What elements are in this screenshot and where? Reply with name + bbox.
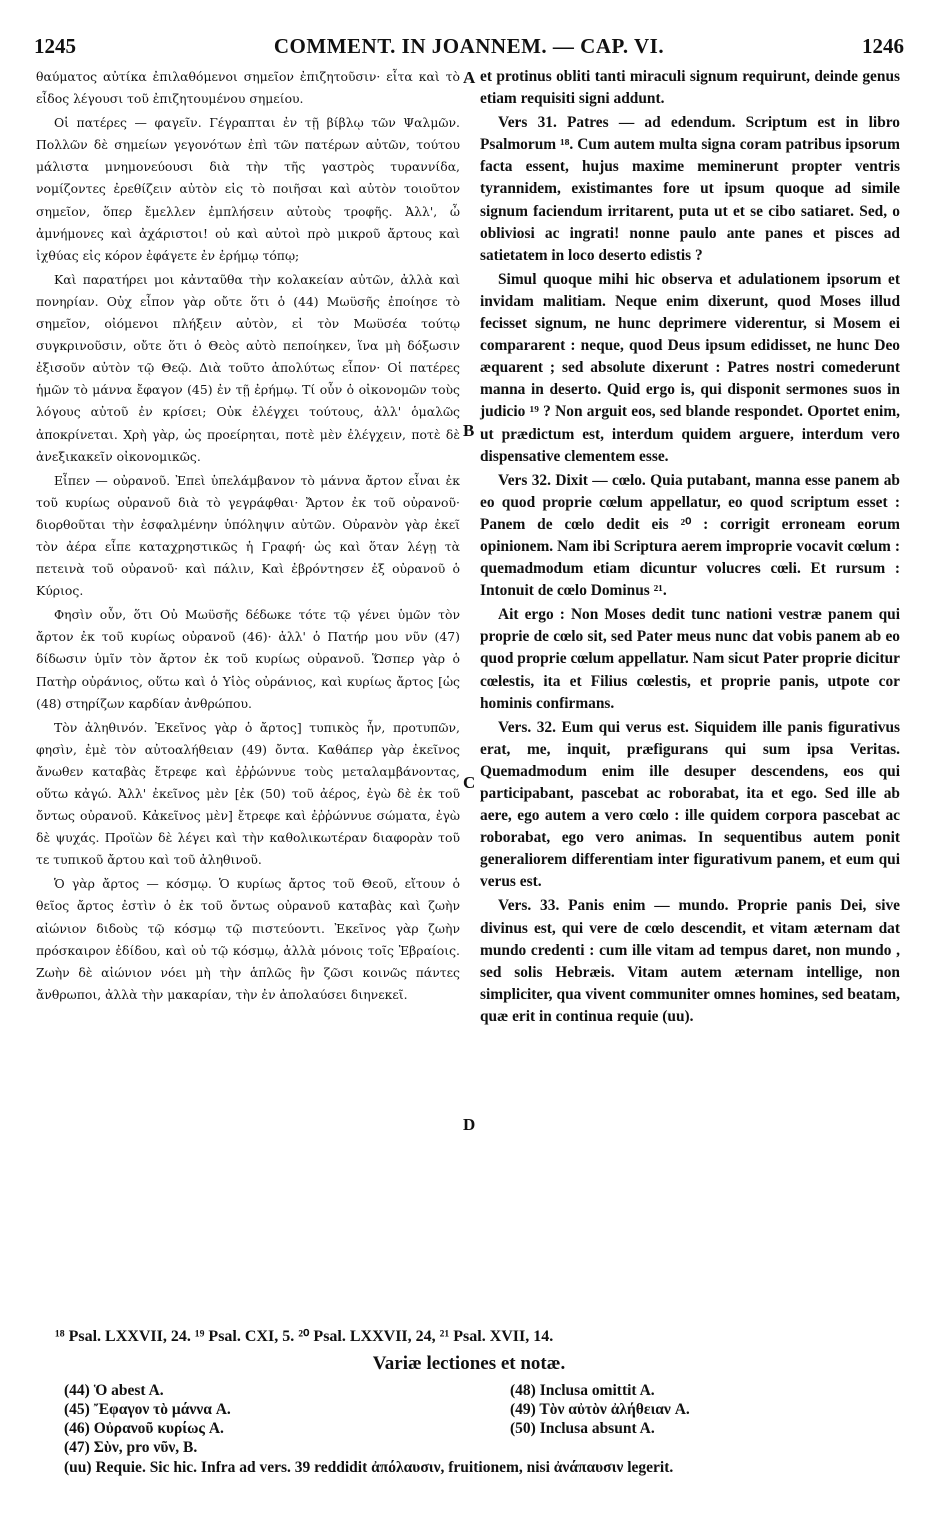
latin-paragraph: Vers 31. Patres — ad edendum. Scriptum est in libro Psalmorum ¹⁸. Cum autem multa signa coram patribus ipsorum facta essent, hujus maxime meminerunt propter ventris tyrannidem, existimantes fore ut ipsum quoque ad simile signum faciendum irritarent, puta ut et se cibo satiaret. Sed, o obliviosi ac ingrati! nonne paulo ante panes et pisces ad satietatem in loco deserto edistis ? [480,114,900,264]
latin-paragraph: Vers. 33. Panis enim — mundo. Proprie panis Dei, sive divinus est, qui vere de cœlo descendit, et vitam æternam dat mundo credenti : cum ille vitam ad tempus daret, non mundo , sed solis Hebræis. Vitam autem æternam intellige, non simpliciter, qua vivent communiter omnes homines, sed beatam, quæ erit in continua requie (uu). [480,897,900,1025]
variant-list-right [510,1381,690,1438]
margin-letter-b: B [463,421,475,440]
latin-paragraph: et protinus obliti tanti miraculi signum requirunt, deinde genus etiam requisiti signi addunt. [480,68,900,108]
variant-note: (45) Ἔφαγον τὸ μάννα A. [64,1401,231,1418]
variant-list-left [64,1381,231,1457]
page-number-right: 1246 [862,34,904,58]
running-title: COMMENT. IN JOANNEM. — CAP. VI. [273,34,665,58]
latin-paragraph: Simul quoque mihi hic observa et adulationem ipsorum et invidam malitiam. Neque enim dixerunt, quod Moses illud fecisset signum, ne hunc deprimere viderentur, si Mosem ei compararent : neque, quod Deus ipsum edidisset, ne hunc Deo æquarent ; sed absolute dixerunt : Patres nostri comederunt manna in deserto. Quid ergo is, qui disponit sermones suos in judicio ¹⁹ ? Non arguit eos, sed blande respondet. Oportet enim, ut prædictum est, interdum quidem arguere, interdum vero dispensative clementem esse. [480,270,900,465]
variant-note: (50) Inclusa absunt A. [510,1420,655,1437]
greek-paragraph: Ὁ γὰρ ἄρτος — κόσμῳ. Ὁ κυρίως ἄρτος τοῦ Θεοῦ, εἴτουν ὁ θεῖος ἄρτος ἐστὶν ὁ ἐκ τοῦ ὄντως οὐρανοῦ καταβὰς καὶ ζωὴν αἰώνιον διδοὺς τῷ κόσμῳ τῷ πιστεύοντι. Ἐκεῖνος γὰρ ζωὴν πρόσκαιρον ἐδίδου, καὶ οὐ τῷ κόσμῳ, ἀλλὰ μόνοις τοῖς Ἑβραίοις. Ζωὴν δὲ αἰώνιον νόει μὴ τὴν ἁπλῶς ἣν ζῶσι κοινῶς πάντες ἄνθρωποι, ἀλλὰ τὴν μακαρίαν, τὴν ἐν ἀπολαύσει διηνεκεῖ. [36,876,460,1002]
latin-paragraph: Ait ergo : Non Moses dedit tunc nationi vestræ panem qui proprie de cœlo sit, sed Pater meus nunc dat vobis panem ab eo quod proprie cœlum appellatur. Nam sicut Pater proprie dicitur cœlestis, ita et Filius cœlestis, et proprie panis, utpote cor hominis confirmans. [480,606,900,712]
page-number-left: 1245 [34,34,76,58]
editorial-note-uu: (uu) Requie. Sic hic. Infra ad vers. 39 reddidit ἀπόλαυσιν, fruitionem, nisi ἀνάπαυσιν legerit. [64,1459,674,1476]
greek-paragraph: Καὶ παρατήρει μοι κἀνταῦθα τὴν κολακείαν αὐτῶν, ἀλλὰ καὶ πονηρίαν. Οὐχ εἶπον γὰρ οὔτε ὅτι ὁ (44) Μωϋσῆς ἐποίησε τὸ σημεῖον, οἰόμενοι πλήξειν αὐτὸν, εἰ τὸν Μωϋσέα τούτῳ συγκρινοῦσιν, οὔτε ὅτι ὁ Θεὸς αὐτὸ πεποίηκεν, ἵνα μὴ δόξωσιν ἐξισοῦν αὐτὸν τῷ Θεῷ. Διὰ τοῦτο ἀπολύτως εἶπον· Οἱ πατέρες ἡμῶν τὸ μάννα ἔφαγον (45) ἐν τῇ ἐρήμῳ. Τί οὖν ὁ οἰκονομῶν τοὺς λόγους αὐτοῦ ἐν κρίσει; Οὐκ ἐλέγχει τούτους, ἀλλ' ὁμαλῶς ἀποκρίνεται. Χρὴ γὰρ, ὡς προείρηται, ποτὲ μὲν ἐλέγχειν, ποτὲ δὲ ἀνεξικακεῖν οἰκονομικῶς. [36,271,460,464]
margin-letter-a: A [463,68,476,87]
margin-letter-d: D [463,1115,476,1134]
greek-paragraph: Οἱ πατέρες — φαγεῖν. Γέγραπται ἐν τῇ βίβλῳ τῶν Ψαλμῶν. Πολλῶν δὲ σημείων γεγονότων ἐπὶ τῶν πατέρων αὐτῶν, τούτου μάλιστα μνημονεύουσι διὰ τὴν τῆς γαστρὸς τυραννίδα, νομίζοντες ἐρεθίζειν αὐτὸν εἰς τὸ ποιῆσαι καὶ αὐτὸν τοιοῦτον σημεῖον, ὅπερ ἔμελλεν ἐμπλήσειν αὐτοὺς τροφῆς. Ἀλλ', ὦ ἀμνήμονες καὶ ἀχάριστοι! οὐ καὶ αὐτοὶ πρὸ μικροῦ ἄρτους καὶ ἰχθύας εἰς κόρον ἐφάγετε ἐν ἐρήμῳ τόπῳ; [36,115,460,263]
page-header [34,34,904,64]
margin-letter-c: C [463,773,476,792]
variae-lectiones-title: Variæ lectiones et notæ. [372,1353,566,1374]
latin-paragraph: Vers 32. Dixit — cœlo. Quia putabant, manna esse panem ab eo quod proprie cœlum appellatur, eo quod scriptum esset : Panem de cœlo dedit eis ²⁰ : corrigit erroneam eorum opinionem. Nam ibi Scriptura aerem improprie vocavit cœlum : quemadmodum etiam dicuntur volucres cœli. Et rursum : Intonuit de cœlo Dominus ²¹. [480,471,900,600]
scripture-footnotes: ¹⁸ Psal. LXXVII, 24. ¹⁹ Psal. CXI, 5. ²⁰ Psal. LXXVII, 24, ²¹ Psal. XVII, 14. [55,1328,554,1345]
greek-column [36,66,460,1006]
greek-paragraph: Εἶπεν — οὐρανοῦ. Ἐπεὶ ὑπελάμβανον τὸ μάννα ἄρτον εἶναι ἐκ τοῦ κυρίως οὐρανοῦ διὰ τὸ γεγράφθαι· Ἄρτον ἐκ τοῦ οὐρανοῦ· διορθοῦται τὴν ἐσφαλμένην ὑπόληψιν αὐτῶν. Οὐρανὸν γὰρ ἐκεῖ τὸν ἀέρα εἶπε καταχρηστικῶς ἡ Γραφή· ὡς καὶ ὅταν λέγῃ τὰ πετεινὰ τοῦ οὐρανοῦ· καὶ πάλιν, Καὶ ἐβρόντησεν ἐξ οὐρανοῦ ὁ Κύριος. [36,472,460,599]
latin-column [480,66,900,1028]
variant-note: (44) Ὁ abest A. [64,1382,164,1399]
greek-paragraph: Τὸν ἀληθινόν. Ἐκεῖνος γὰρ ὁ ἄρτος] τυπικὸς ἦν, προτυπῶν, φησὶν, ἐμὲ τὸν αὐτοαλήθειαν (49) ὄντα. Καθάπερ γὰρ ἐκεῖνος ἄνωθεν καταβὰς ἔτρεφε καὶ ἐῤῥώννυε τοὺς μεταλαμβάνοντας, οὕτω κἀγώ. Ἀλλ' ἐκεῖνος μὲν [ἐκ (50) τοῦ ἀέρος, ἐγὼ δὲ ἐκ τοῦ ὄντως οὐρανοῦ. Κἀκεῖνος μὲν] ἔτρεφε καὶ ἐῤῥώννυε σώματα, ἐγὼ δὲ ψυχάς. Προϊὼν δὲ λέγει καὶ τὴν καθολικωτέραν διαφορὰν τοῦ τε τυπικοῦ ἄρτου καὶ τοῦ ἀληθινοῦ. [36,719,460,868]
latin-paragraph: Vers. 32. Eum qui verus est. Siquidem ille panis figurativus erat, me, inquit, præfigurans qui sum ipsa Veritas. Quemadmodum enim ille desuper descendens, eos qui participabant, pascebat ac roborabat, ita et ego. Sed ille ab aere, ego autem a vero cœlo : ille quidem corpora pascebat ac roborabat, ego vero animas. In sequentibus autem ponit generaliorem differentiam inter figurativum panem, et eum qui verus est. [480,718,900,891]
variant-note: (46) Οὐρανοῦ κυρίως A. [64,1420,224,1437]
variant-note: (48) Inclusa omittit A. [510,1382,655,1399]
greek-paragraph: θαύματος αὐτίκα ἐπιλαθόμενοι σημεῖον ἐπιζητοῦσιν· εἶτα καὶ τὸ εἶδος λέγουσι τοῦ ἐπιζητουμένου σημείου. [36,69,460,107]
variant-note: (47) Σὺν, pro νῦν, B. [64,1439,198,1456]
variant-note: (49) Τὸν αὐτὸν ἀλήθειαν A. [510,1401,690,1418]
greek-paragraph: Φησὶν οὖν, ὅτι Οὐ Μωϋσῆς δέδωκε τότε τῷ γένει ὑμῶν τὸν ἄρτον ἐκ τοῦ κυρίως οὐρανοῦ (46)· ἀλλ' ὁ Πατήρ μου νῦν (47) δίδωσιν ὑμῖν τὸν ἄρτον ἐκ τοῦ κυρίως οὐρανοῦ. Ὥσπερ γὰρ ὁ Πατὴρ οὐράνιος, οὕτω καὶ ὁ Υἱὸς οὐράνιος, καὶ κυρίως ἄρτος [ὡς (48) στηρίζων καρδίαν ἀνθρώπου. [36,607,460,711]
